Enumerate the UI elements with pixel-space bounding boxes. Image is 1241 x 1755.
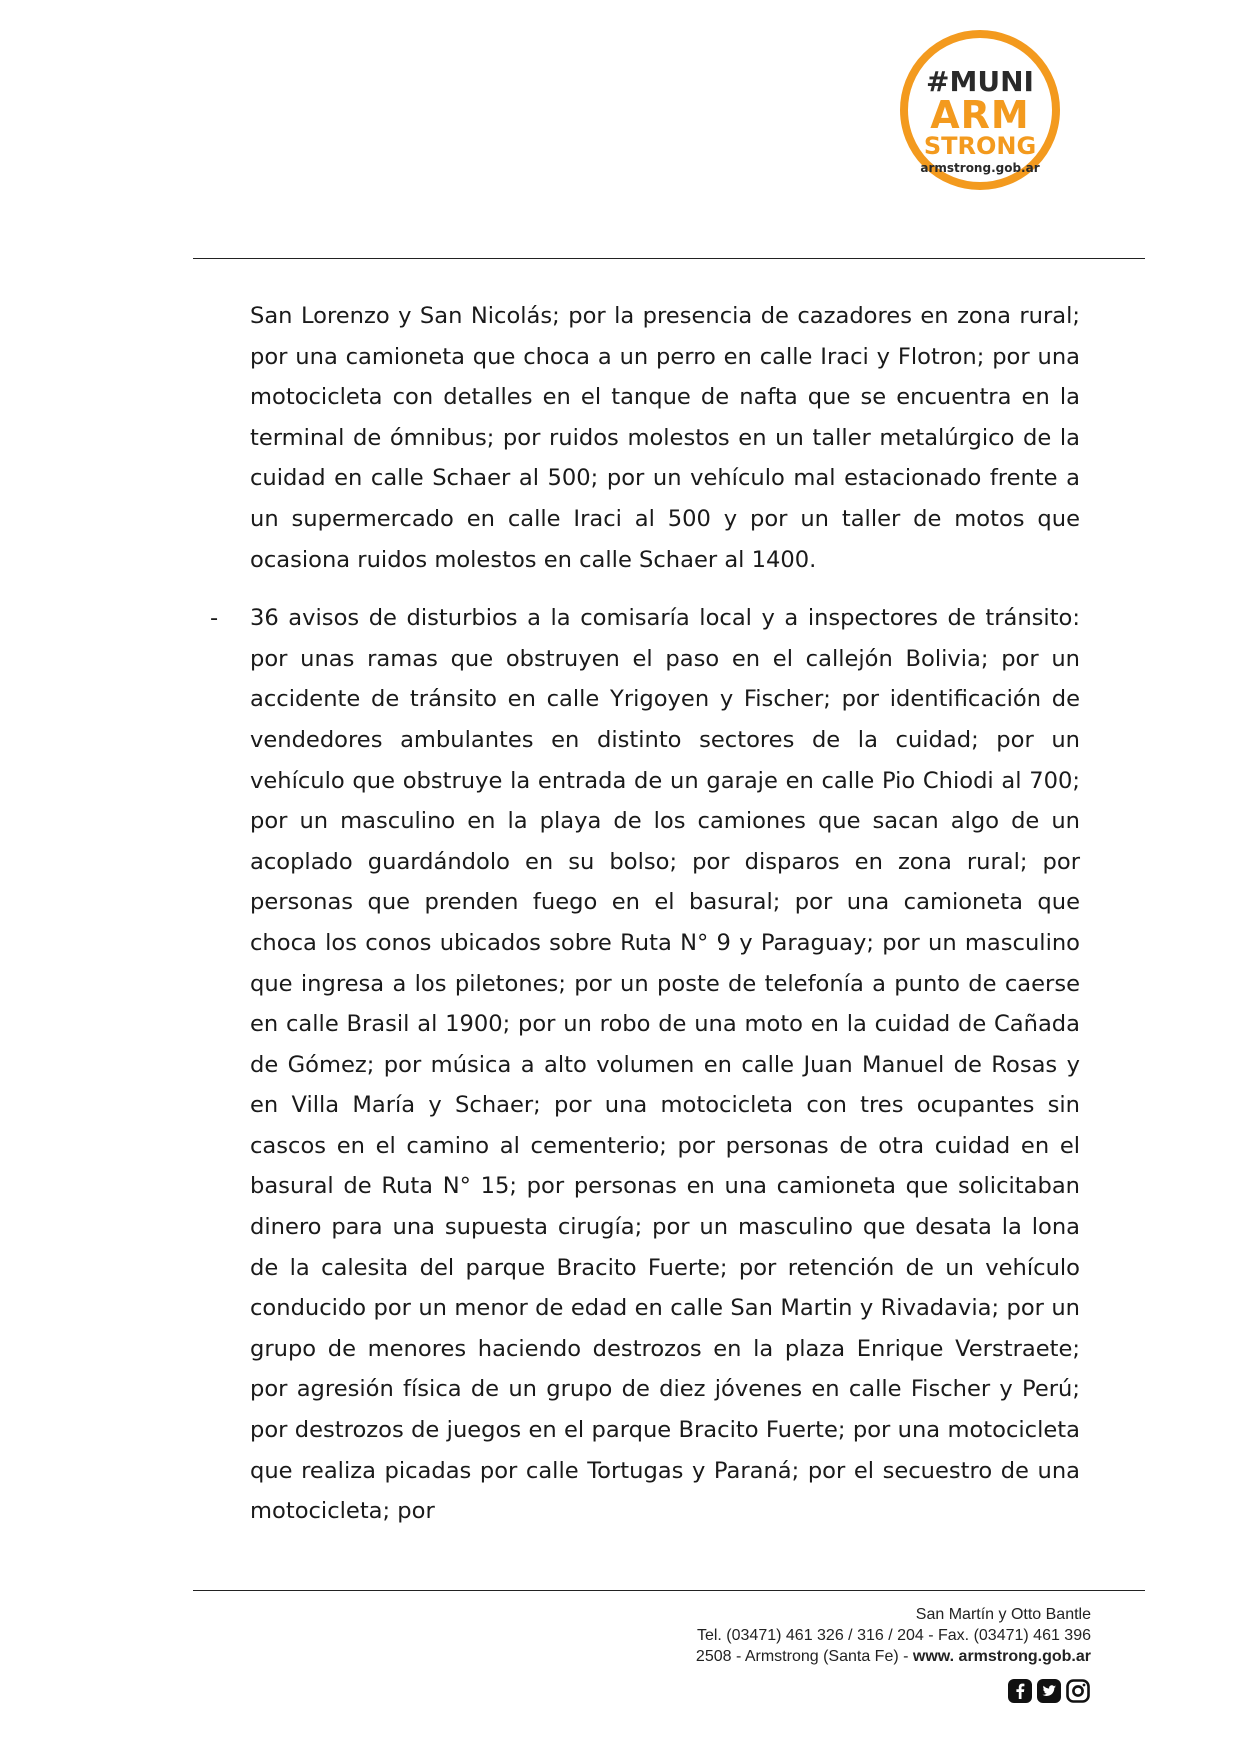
logo-line-domain: armstrong.gob.ar (920, 161, 1040, 175)
footer-city-line (696, 1646, 1091, 1667)
body-paragraph: 36 avisos de disturbios a la comisaría local y a inspectores de tránsito: por unas ramas que obstruyen el paso en el callejón Bolivia; por un accidente de tránsito en calle Yrigoyen y Fischer; por identificación de vendedores ambulantes en distinto sectores de la cuidad; por un vehículo que obstruye la entrada de un garaje en calle Pio Chiodi al 700; por un masculino en la playa de los camiones que sacan algo de un acoplado guardándolo en su bolso; por disparos en zona rural; por personas que prenden fuego en el basural; por una camioneta que choca los conos ubicados sobre Ruta N° 9 y Paraguay; por un masculino que ingresa a los piletones; por un poste de telefonía a punto de caerse en calle Brasil al 1900; por un robo de una moto en la cuidad de Cañada de Gómez; por música a alto volumen en calle Juan Manuel de Rosas y en Villa María y Schaer; por una motocicleta con tres ocupantes sin cascos en el camino al cementerio; por personas de otra cuidad en el basural de Ruta N° 15; por personas en una camioneta que solicitaban dinero para una supuesta cirugía; por un masculino que desata la lona de la calesita del parque Bracito Fuerte; por retención de un vehículo conducido por un menor de edad en calle San Martin y Rivadavia; por un grupo de menores haciendo destrozos en la plaza Enrique Verstraete; por agresión física de un grupo de diez jóvenes en calle Fischer y Perú; por destrozos de juegos en el parque Bracito Fuerte; por una motocicleta que realiza picadas por calle Tortugas y Paraná; por el secuestro de una motocicleta; por (250, 605, 1080, 1525)
logo-line-arm: ARM (930, 93, 1030, 137)
logo-line-strong: STRONG (923, 132, 1037, 160)
twitter-icon[interactable] (1036, 1678, 1062, 1704)
footer-phones: Tel. (03471) 461 326 / 316 / 204 - Fax. (03471) 461 396 (696, 1627, 1091, 1644)
facebook-icon[interactable] (1007, 1678, 1033, 1704)
municipality-logo (900, 30, 1060, 190)
header-divider (193, 258, 1145, 259)
footer-city: 2508 - Armstrong (Santa Fe) - (695, 1648, 913, 1665)
footer-address: San Martín y Otto Bantle (915, 1606, 1091, 1623)
social-icons (1007, 1678, 1091, 1704)
footer-website-link[interactable]: www. armstrong.gob.ar (912, 1648, 1091, 1665)
body-paragraph: San Lorenzo y San Nicolás; por la presencia de cazadores en zona rural; por una camioneta que choca a un perro en calle Iraci y Flotron; por una motocicleta con detalles en el tanque de nafta que se encuentra en la terminal de ómnibus; por ruidos molestos en un taller metalúrgico de la cuidad en calle Schaer al 500; por un vehículo mal estacionado frente a un supermercado en calle Iraci al 500 y por un taller de motos que ocasiona ruidos molestos en calle Schaer al 1400. (250, 303, 1080, 573)
logo-line-muni: #MUNI (926, 65, 1034, 98)
list-bullet: - (210, 605, 219, 632)
footer-divider (193, 1590, 1145, 1591)
document-body (210, 296, 1080, 1532)
instagram-icon[interactable] (1065, 1678, 1091, 1704)
footer-contact (696, 1604, 1091, 1667)
list-item (210, 598, 1080, 1532)
